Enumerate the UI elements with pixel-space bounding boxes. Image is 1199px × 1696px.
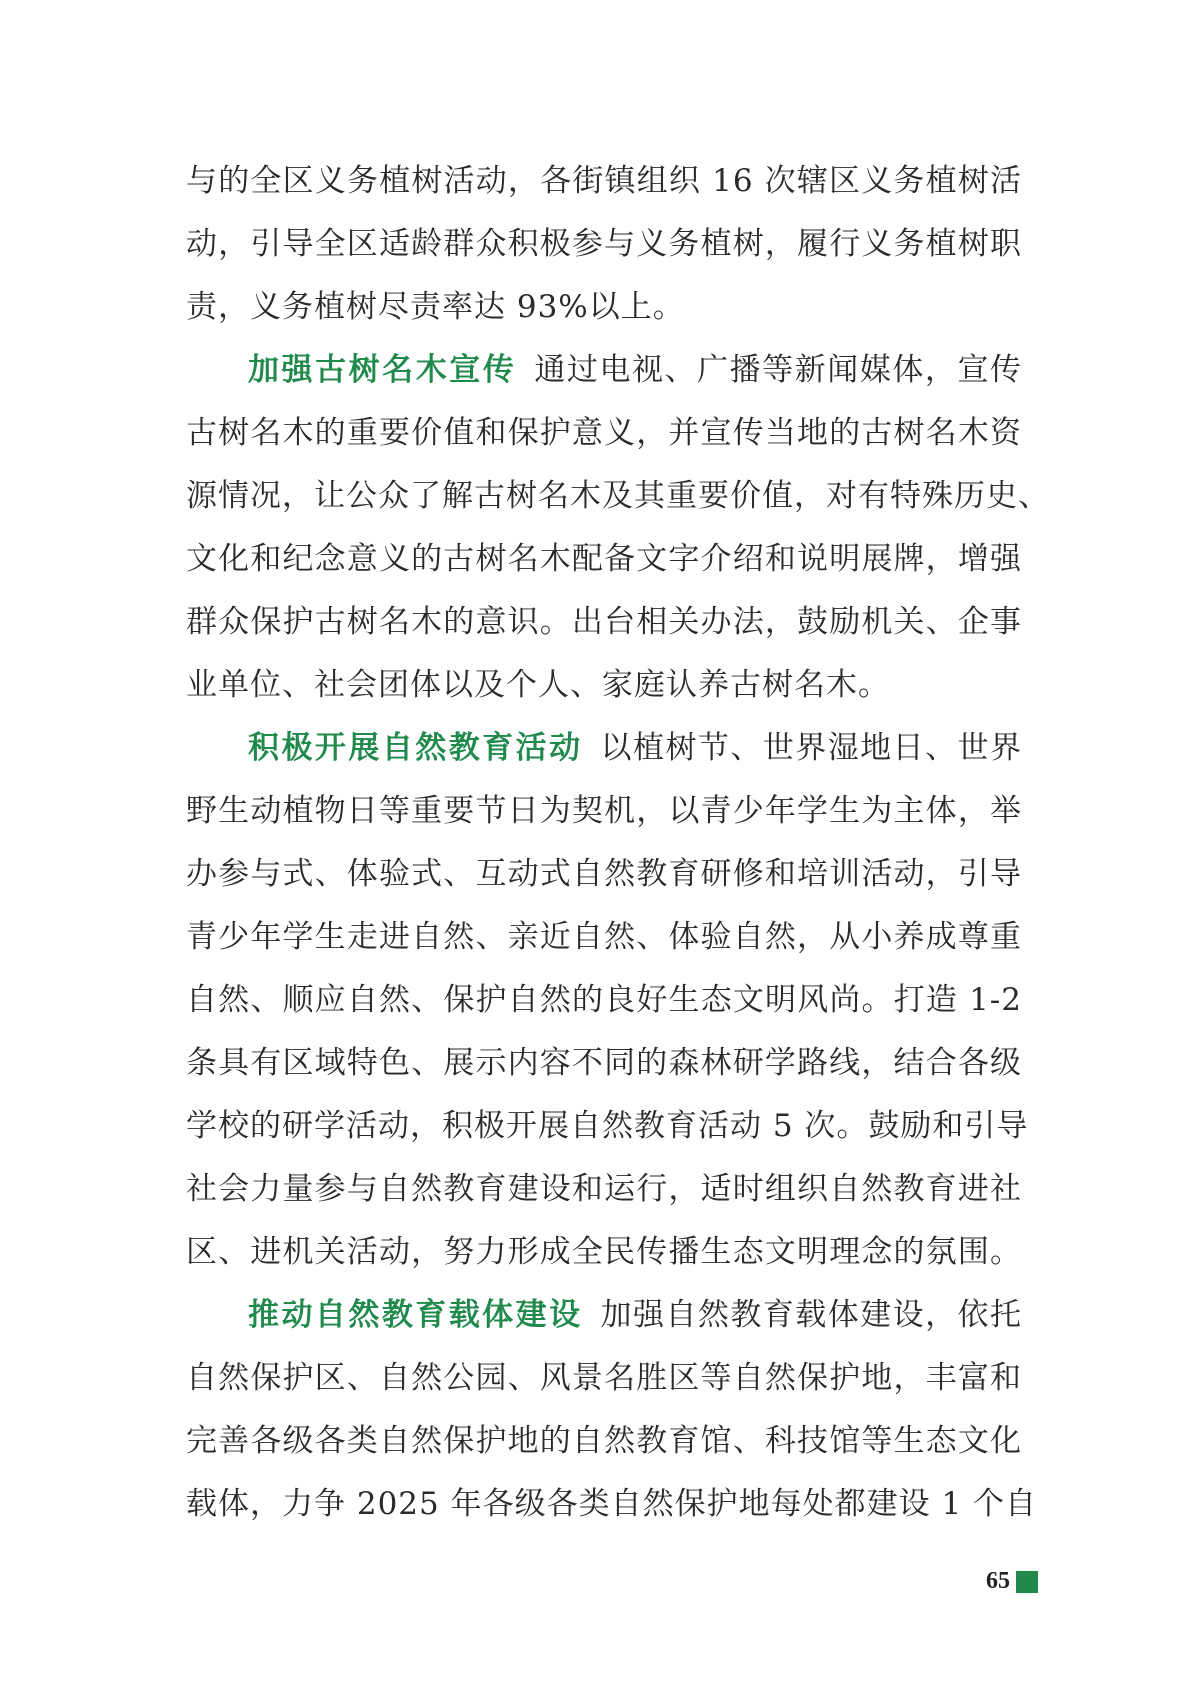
text-line: [186, 1284, 1022, 1347]
text-line: [186, 717, 1022, 780]
text-line: 自然、顺应自然、保护自然的良好生态文明风尚。打造 1-2: [186, 982, 1022, 1018]
paragraph: [186, 717, 1029, 1284]
text-line: 与的全区义务植树活动，各街镇组织 16 次辖区义务植树活: [186, 163, 1022, 199]
text-run: 通过电视、广播等新闻媒体，宣传: [534, 352, 1023, 388]
section-heading: 推动自然教育载体建设: [248, 1297, 583, 1333]
page-number: 65: [986, 1568, 1010, 1594]
page-content: [186, 150, 1050, 1536]
text-line: 自然保护区、自然公园、风景名胜区等自然保护地，丰富和: [186, 1360, 1022, 1396]
text-line: 完善各级各类自然保护地的自然教育馆、科技馆等生态文化: [186, 1423, 1022, 1459]
page-footer: [986, 1568, 1038, 1595]
text-line: 条具有区域特色、展示内容不同的森林研学路线，结合各级: [186, 1045, 1022, 1081]
text-line: 业单位、社会团体以及个人、家庭认养古树名木。: [186, 667, 890, 703]
page-marker-square-icon: [1016, 1571, 1038, 1593]
section-heading: 积极开展自然教育活动: [248, 730, 583, 766]
text-line: 学校的研学活动，积极开展自然教育活动 5 次。鼓励和引导: [186, 1108, 1029, 1144]
text-line: 文化和纪念意义的古树名木配备文字介绍和说明展牌，增强: [186, 541, 1022, 577]
text-line: [186, 339, 1022, 402]
text-run: 以植树节、世界湿地日、世界: [600, 730, 1023, 766]
text-line: 青少年学生走进自然、亲近自然、体验自然，从小养成尊重: [186, 919, 1022, 955]
text-line: 办参与式、体验式、互动式自然教育研修和培训活动，引导: [186, 856, 1022, 892]
text-line: 动，引导全区适龄群众积极参与义务植树，履行义务植树职: [186, 226, 1022, 262]
text-line: 责，义务植树尽责率达 93%以上。: [186, 289, 685, 325]
section-heading: 加强古树名木宣传: [248, 352, 517, 388]
text-line: 社会力量参与自然教育建设和运行，适时组织自然教育进社: [186, 1171, 1022, 1207]
text-line: 古树名木的重要价值和保护意义，并宣传当地的古树名木资: [186, 415, 1022, 451]
text-line: 野生动植物日等重要节日为契机，以青少年学生为主体，举: [186, 793, 1022, 829]
text-line: 区、进机关活动，努力形成全民传播生态文明理念的氛围。: [186, 1234, 1022, 1270]
text-run: 加强自然教育载体建设，依托: [600, 1297, 1023, 1333]
paragraph: [186, 1284, 1038, 1536]
text-line: 群众保护古树名木的意识。出台相关办法，鼓励机关、企事: [186, 604, 1022, 640]
text-line: 载体，力争 2025 年各级各类自然保护地每处都建设 1 个自: [186, 1486, 1038, 1522]
paragraph: [186, 150, 1022, 339]
text-line: 源情况，让公众了解古树名木及其重要价值，对有特殊历史、: [186, 478, 1050, 514]
paragraph: [186, 339, 1050, 717]
